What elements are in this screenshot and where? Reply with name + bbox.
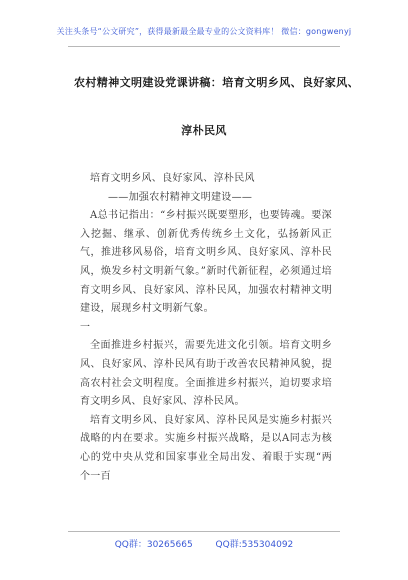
footer-qq-group-1: QQ群：30265665 — [114, 540, 193, 550]
paragraph-1: A总书记指出：“乡村振兴既要塑形，也要铸魂。要深入挖掘、继承、创新优秀传统乡土文化，弘扬新风正气，推进移风易俗，培育文明乡风、良好家风、淳朴民风，焕发乡村文明新气象。”新时代新征程，必须通过培育文明乡风、良好家风、淳朴民风，加强农村精神文明建设，展现乡村文明新气象。 — [80, 210, 332, 315]
paragraph-2: 全面推进乡村振兴，需要先进文化引领。培育文明乡风、良好家风、淳朴民风有助于改善农民精神风貌，提高农村社会文明程度。全面推进乡村振兴，迫切要求培育文明乡风、良好家风、淳朴民风。 — [80, 340, 332, 408]
header-divider — [68, 46, 340, 47]
paragraph-3: 培育文明乡风、良好家风、淳朴民风是实施乡村振兴战略的内在要求。实施乡村振兴战略，是以A同志为核心的党中央从党和国家事业全局出发、着眼于实现“两个一百 — [80, 414, 332, 482]
footer — [0, 537, 408, 550]
document-title-line-2: 淳朴民风 — [181, 124, 227, 137]
document-body — [80, 170, 332, 486]
document-byline: ——加强农村精神文明建设—— — [108, 191, 253, 203]
footer-qq-group-2: QQ群:535304092 — [215, 540, 294, 550]
section-mark: 一 — [80, 321, 91, 333]
header-note: 关注头条号“公文研究”，获得最新最全最专业的公文资料库！ 微信：gongwenyj — [56, 27, 352, 36]
document-subtitle: 培育文明乡风、良好家风、淳朴民风 — [90, 173, 255, 184]
footer-divider — [68, 531, 340, 532]
document-title-line-1: 农村精神文明建设党课讲稿：培育文明乡风、良好家风、 — [74, 76, 359, 89]
